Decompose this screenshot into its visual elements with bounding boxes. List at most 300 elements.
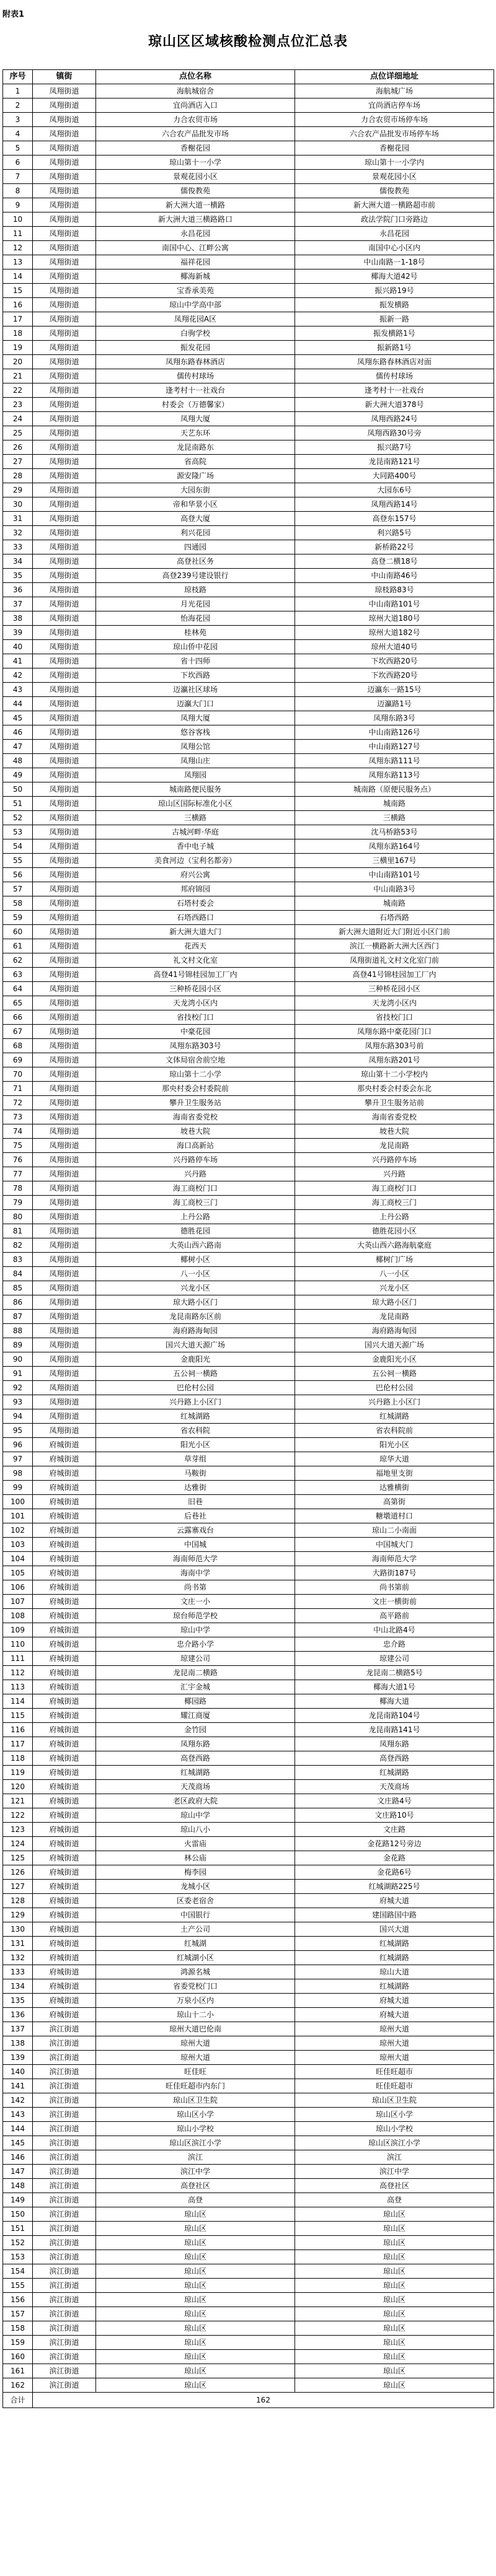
row-street: 府城街道 <box>33 1481 96 1495</box>
row-street: 凤翔街道 <box>33 1181 96 1196</box>
row-index: 130 <box>3 1922 33 1937</box>
row-site-address: 中山北路4号 <box>295 1623 494 1637</box>
row-index: 144 <box>3 2122 33 2136</box>
row-street: 滨江街道 <box>33 2036 96 2051</box>
row-index: 158 <box>3 2321 33 2336</box>
table-row <box>3 483 494 497</box>
table-row <box>3 654 494 668</box>
row-index: 76 <box>3 1153 33 1167</box>
table-row <box>3 298 494 312</box>
row-site-address: 永昌花园 <box>295 227 494 241</box>
table-row <box>3 440 494 455</box>
row-site-address: 省农科院前 <box>295 1424 494 1438</box>
row-index: 31 <box>3 512 33 526</box>
row-street: 凤翔街道 <box>33 1067 96 1082</box>
row-site-address: 振兴路7号 <box>295 440 494 455</box>
row-index: 74 <box>3 1124 33 1139</box>
row-site-address: 琼山区 <box>295 2236 494 2250</box>
row-site-name: 省委党校门口 <box>96 1979 295 1994</box>
row-index: 121 <box>3 1794 33 1808</box>
row-site-name: 旧巷 <box>96 1495 295 1509</box>
row-site-name: 中国城 <box>96 1538 295 1552</box>
row-index: 42 <box>3 668 33 683</box>
row-street: 凤翔街道 <box>33 1139 96 1153</box>
row-site-name: 琼大路小区门 <box>96 1295 295 1310</box>
row-site-name: 忠介路小学 <box>96 1637 295 1652</box>
row-site-name: 天茂商场 <box>96 1780 295 1794</box>
row-site-address: 振兴路19号 <box>295 284 494 298</box>
row-index: 56 <box>3 868 33 882</box>
row-index: 26 <box>3 440 33 455</box>
row-site-address: 府城大道 <box>295 1894 494 1908</box>
row-index: 102 <box>3 1523 33 1538</box>
row-index: 69 <box>3 1053 33 1067</box>
row-site-name: 攀升卫生服务站 <box>96 1096 295 1110</box>
row-site-name: 天龙湾小区内 <box>96 996 295 1010</box>
row-index: 145 <box>3 2136 33 2150</box>
table-row <box>3 768 494 782</box>
row-street: 凤翔街道 <box>33 1267 96 1281</box>
row-street: 凤翔街道 <box>33 526 96 540</box>
row-site-address: 凤翔西路14号 <box>295 497 494 512</box>
table-header-row <box>3 70 494 84</box>
row-site-name: 五公祠一横路 <box>96 1367 295 1381</box>
row-index: 25 <box>3 426 33 440</box>
row-street: 凤翔街道 <box>33 996 96 1010</box>
row-index: 67 <box>3 1025 33 1039</box>
row-index: 12 <box>3 241 33 255</box>
row-index: 91 <box>3 1367 33 1381</box>
row-site-name: 海南师范大学 <box>96 1552 295 1566</box>
row-site-name: 达雅街 <box>96 1481 295 1495</box>
row-site-address: 龙昆南路 <box>295 1139 494 1153</box>
row-site-name: 怡海花园 <box>96 611 295 626</box>
table-row <box>3 925 494 939</box>
row-site-name: 凤翔山庄 <box>96 754 295 768</box>
table-row <box>3 683 494 697</box>
row-site-name: 琼山中学高中部 <box>96 298 295 312</box>
table-row <box>3 1823 494 1837</box>
row-street: 凤翔街道 <box>33 968 96 982</box>
row-index: 153 <box>3 2250 33 2264</box>
row-street: 凤翔街道 <box>33 1167 96 1181</box>
table-row <box>3 2307 494 2321</box>
row-site-address: 迈瀛路1号 <box>295 697 494 711</box>
row-index: 82 <box>3 1238 33 1253</box>
row-site-address: 文庄路 <box>295 1823 494 1837</box>
row-index: 119 <box>3 1766 33 1780</box>
row-index: 35 <box>3 569 33 583</box>
row-index: 147 <box>3 2165 33 2179</box>
row-site-name: 大英山西六路南 <box>96 1238 295 1253</box>
row-site-name: 中豪花园 <box>96 1025 295 1039</box>
row-site-name: 海口高新站 <box>96 1139 295 1153</box>
row-street: 凤翔街道 <box>33 1409 96 1424</box>
row-index: 72 <box>3 1096 33 1110</box>
row-street: 凤翔街道 <box>33 1395 96 1409</box>
table-row <box>3 825 494 839</box>
row-site-address: 香榭花园 <box>295 141 494 156</box>
table-row <box>3 2350 494 2364</box>
row-index: 114 <box>3 1694 33 1709</box>
header-site-address: 点位详细地址 <box>295 70 494 84</box>
row-site-address: 红城湖路 <box>295 1409 494 1424</box>
row-street: 凤翔街道 <box>33 1324 96 1338</box>
row-site-name: 琼山区 <box>96 2321 295 2336</box>
row-site-name: 八一小区 <box>96 1267 295 1281</box>
row-site-name: 椰海新城 <box>96 269 295 284</box>
table-row <box>3 1794 494 1808</box>
row-site-name: 南国中心、江畔公寓 <box>96 241 295 255</box>
row-site-name: 凤翔东路303号 <box>96 1039 295 1053</box>
table-row <box>3 1295 494 1310</box>
row-street: 凤翔街道 <box>33 554 96 569</box>
table-row <box>3 2236 494 2250</box>
table-row <box>3 2250 494 2264</box>
row-index: 103 <box>3 1538 33 1552</box>
row-site-address: 龙昆南二横路5号 <box>295 1666 494 1680</box>
row-street: 凤翔街道 <box>33 711 96 725</box>
row-site-address: 文庄一横街前 <box>295 1595 494 1609</box>
row-site-address: 大英山西六路海航豪庭 <box>295 1238 494 1253</box>
table-row <box>3 1723 494 1737</box>
row-site-address: 三种桥花园小区 <box>295 982 494 996</box>
row-index: 51 <box>3 797 33 811</box>
header-index: 序号 <box>3 70 33 84</box>
row-street: 凤翔街道 <box>33 312 96 326</box>
row-street: 府城街道 <box>33 1994 96 2008</box>
row-street: 府城街道 <box>33 1538 96 1552</box>
row-site-address: 琼山区小学 <box>295 2108 494 2122</box>
row-index: 139 <box>3 2051 33 2065</box>
row-site-address: 琼大路小区门 <box>295 1295 494 1310</box>
row-index: 89 <box>3 1338 33 1352</box>
row-site-name: 邦府锦园 <box>96 882 295 896</box>
row-index: 136 <box>3 2008 33 2022</box>
row-street: 凤翔街道 <box>33 797 96 811</box>
row-index: 131 <box>3 1937 33 1951</box>
row-street: 府城街道 <box>33 1452 96 1466</box>
row-site-address: 新桥路22号 <box>295 540 494 554</box>
row-site-address: 国兴大道 <box>295 1922 494 1937</box>
row-index: 11 <box>3 227 33 241</box>
row-site-name: 上丹公路 <box>96 1210 295 1224</box>
row-index: 43 <box>3 683 33 697</box>
row-site-name: 天艺东环 <box>96 426 295 440</box>
row-site-address: 大同路400号 <box>295 469 494 483</box>
row-index: 29 <box>3 483 33 497</box>
table-row <box>3 2364 494 2378</box>
table-row <box>3 2279 494 2293</box>
row-index: 30 <box>3 497 33 512</box>
row-site-address: 国兴大道天源广场 <box>295 1338 494 1352</box>
row-site-name: 海工商校门口 <box>96 1181 295 1196</box>
row-street: 滨江街道 <box>33 2236 96 2250</box>
table-row <box>3 255 494 269</box>
row-site-address: 新大洲大道附近大门附近小区门前 <box>295 925 494 939</box>
row-site-address: 椰海大道 <box>295 1694 494 1709</box>
table-row <box>3 2165 494 2179</box>
row-site-address: 琼山区 <box>295 2207 494 2222</box>
row-street: 凤翔街道 <box>33 1381 96 1395</box>
table-row <box>3 2321 494 2336</box>
row-index: 5 <box>3 141 33 156</box>
row-index: 126 <box>3 1865 33 1880</box>
row-site-name: 三横路 <box>96 811 295 825</box>
row-index: 154 <box>3 2264 33 2279</box>
row-site-name: 坡巷大院 <box>96 1124 295 1139</box>
table-row <box>3 2150 494 2165</box>
row-street: 府城街道 <box>33 1837 96 1851</box>
table-row <box>3 469 494 483</box>
row-index: 88 <box>3 1324 33 1338</box>
row-street: 凤翔街道 <box>33 1210 96 1224</box>
total-row <box>3 2393 494 2408</box>
row-site-address: 凤翔东路春林酒店对面 <box>295 355 494 369</box>
row-site-address: 南国中心小区内 <box>295 241 494 255</box>
row-index: 100 <box>3 1495 33 1509</box>
row-index: 160 <box>3 2350 33 2364</box>
row-site-name: 高登社区务 <box>96 554 295 569</box>
row-site-name: 琼山区国际标准化小区 <box>96 797 295 811</box>
row-site-name: 琼山十二小 <box>96 2008 295 2022</box>
row-street: 府城街道 <box>33 2008 96 2022</box>
row-street: 凤翔街道 <box>33 141 96 156</box>
row-site-address: 攀升卫生服务站前 <box>295 1096 494 1110</box>
row-index: 53 <box>3 825 33 839</box>
row-site-name: 滨江中学 <box>96 2165 295 2179</box>
row-site-name: 宜尚酒店入口 <box>96 99 295 113</box>
row-site-name: 区委老宿舍 <box>96 1894 295 1908</box>
row-site-name: 旺佳旺超市内东门 <box>96 2079 295 2093</box>
row-site-name: 琼山区 <box>96 2293 295 2307</box>
row-site-address: 三横里167号 <box>295 854 494 868</box>
row-site-name: 宝香承美苑 <box>96 284 295 298</box>
row-site-address: 高登41号锦桂园加工厂内 <box>295 968 494 982</box>
table-row <box>3 99 494 113</box>
table-row <box>3 725 494 740</box>
row-street: 凤翔街道 <box>33 1110 96 1124</box>
row-site-address: 下坎西路20号 <box>295 654 494 668</box>
row-site-name: 琼台师范学校 <box>96 1609 295 1623</box>
row-index: 49 <box>3 768 33 782</box>
row-street: 凤翔街道 <box>33 170 96 184</box>
total-value: 162 <box>33 2393 494 2408</box>
row-street: 府城街道 <box>33 1851 96 1865</box>
row-site-address: 高登社区 <box>295 2179 494 2193</box>
row-street: 凤翔街道 <box>33 1424 96 1438</box>
row-street: 府城街道 <box>33 1580 96 1595</box>
row-index: 155 <box>3 2279 33 2293</box>
row-index: 47 <box>3 740 33 754</box>
table-row <box>3 1951 494 1965</box>
table-row <box>3 1880 494 1894</box>
row-index: 55 <box>3 854 33 868</box>
row-index: 10 <box>3 212 33 227</box>
row-street: 凤翔街道 <box>33 583 96 597</box>
row-street: 凤翔街道 <box>33 768 96 782</box>
row-site-address: 阳光小区 <box>295 1438 494 1452</box>
row-site-name: 那央村委会村委院前 <box>96 1082 295 1096</box>
testing-sites-table <box>2 69 494 2408</box>
row-site-address: 金花路6号 <box>295 1865 494 1880</box>
row-site-name: 琼山第十一小学 <box>96 156 295 170</box>
table-row <box>3 1894 494 1908</box>
row-site-name: 琼山区 <box>96 2307 295 2321</box>
row-site-name: 中国银行 <box>96 1908 295 1922</box>
row-index: 134 <box>3 1979 33 1994</box>
row-site-name: 凤翔花园A区 <box>96 312 295 326</box>
row-street: 凤翔街道 <box>33 127 96 141</box>
row-site-address: 椰海大道42号 <box>295 269 494 284</box>
row-index: 135 <box>3 1994 33 2008</box>
row-site-address: 中国城大门 <box>295 1538 494 1552</box>
row-site-name: 琼山区 <box>96 2378 295 2393</box>
row-street: 府城街道 <box>33 1680 96 1694</box>
row-site-name: 琼山区 <box>96 2336 295 2350</box>
row-site-name: 省十四师 <box>96 654 295 668</box>
row-site-address: 巴伦村公园 <box>295 1381 494 1395</box>
table-row <box>3 1481 494 1495</box>
row-site-address: 琼山区 <box>295 2222 494 2236</box>
row-index: 113 <box>3 1680 33 1694</box>
row-site-address: 天茂商场 <box>295 1780 494 1794</box>
row-street: 滨江街道 <box>33 2051 96 2065</box>
row-site-address: 旺佳旺超市 <box>295 2065 494 2079</box>
row-index: 97 <box>3 1452 33 1466</box>
row-index: 48 <box>3 754 33 768</box>
row-index: 80 <box>3 1210 33 1224</box>
row-site-name: 琼山区 <box>96 2207 295 2222</box>
row-site-name: 龙昆南路东区前 <box>96 1310 295 1324</box>
row-site-name: 省农科院 <box>96 1424 295 1438</box>
table-row <box>3 1523 494 1538</box>
table-row <box>3 782 494 797</box>
row-site-name: 椰树小区 <box>96 1253 295 1267</box>
row-site-address: 红城湖路 <box>295 1937 494 1951</box>
table-row <box>3 640 494 654</box>
row-site-address: 琼州大道 <box>295 2036 494 2051</box>
row-index: 143 <box>3 2108 33 2122</box>
row-site-address: 中山南路101号 <box>295 868 494 882</box>
row-street: 凤翔街道 <box>33 626 96 640</box>
row-index: 39 <box>3 626 33 640</box>
row-site-address: 红城湖路 <box>295 1766 494 1780</box>
row-site-address: 兴丹路 <box>295 1167 494 1181</box>
row-street: 府城街道 <box>33 1951 96 1965</box>
row-street: 府城街道 <box>33 1466 96 1481</box>
row-street: 凤翔街道 <box>33 925 96 939</box>
row-site-name: 万泉小区内 <box>96 1994 295 2008</box>
row-site-name: 振发花园 <box>96 341 295 355</box>
row-index: 146 <box>3 2150 33 2165</box>
row-site-address: 城南路（原便民服务点） <box>295 782 494 797</box>
table-row <box>3 2264 494 2279</box>
row-site-name: 凤翔园 <box>96 768 295 782</box>
row-site-address: 儒俊教苑 <box>295 184 494 198</box>
row-site-address: 文庄路10号 <box>295 1808 494 1823</box>
row-street: 凤翔街道 <box>33 497 96 512</box>
row-street: 府城街道 <box>33 1595 96 1609</box>
row-site-address: 文庄路4号 <box>295 1794 494 1808</box>
table-row <box>3 569 494 583</box>
row-street: 府城街道 <box>33 1552 96 1566</box>
row-site-name: 德胜花园 <box>96 1224 295 1238</box>
table-row <box>3 554 494 569</box>
row-street: 凤翔街道 <box>33 184 96 198</box>
table-row <box>3 1395 494 1409</box>
row-street: 滨江街道 <box>33 2321 96 2336</box>
row-site-address: 琼山区 <box>295 2350 494 2364</box>
row-index: 16 <box>3 298 33 312</box>
row-street: 凤翔街道 <box>33 341 96 355</box>
row-street: 滨江街道 <box>33 2222 96 2236</box>
row-street: 府城街道 <box>33 1694 96 1709</box>
row-site-name: 花西天 <box>96 939 295 953</box>
row-site-address: 兴丹路上小区门 <box>295 1395 494 1409</box>
row-site-name: 旺佳旺 <box>96 2065 295 2079</box>
row-site-name: 迈瀛大门口 <box>96 697 295 711</box>
table-row <box>3 1110 494 1124</box>
row-site-name: 月光花园 <box>96 597 295 611</box>
row-street: 凤翔街道 <box>33 1281 96 1295</box>
row-site-address: 六合农产品批发市场停车场 <box>295 127 494 141</box>
table-row <box>3 1979 494 1994</box>
row-street: 滨江街道 <box>33 2350 96 2364</box>
row-street: 凤翔街道 <box>33 982 96 996</box>
row-street: 凤翔街道 <box>33 740 96 754</box>
row-site-address: 高登 <box>295 2193 494 2207</box>
row-index: 4 <box>3 127 33 141</box>
row-site-name: 国兴大道天源广场 <box>96 1338 295 1352</box>
row-site-address: 琼州大道180号 <box>295 611 494 626</box>
row-site-address: 琼州大道 <box>295 2051 494 2065</box>
row-street: 凤翔街道 <box>33 241 96 255</box>
row-site-name: 琼州大道 <box>96 2051 295 2065</box>
row-site-name: 兴丹路 <box>96 1167 295 1181</box>
row-site-name: 琼山区 <box>96 2264 295 2279</box>
row-site-address: 凤翔东路3号 <box>295 711 494 725</box>
row-index: 133 <box>3 1965 33 1979</box>
row-index: 87 <box>3 1310 33 1324</box>
row-site-address: 大路街187号 <box>295 1566 494 1580</box>
row-index: 94 <box>3 1409 33 1424</box>
row-street: 府城街道 <box>33 1894 96 1908</box>
row-site-address: 振发横路 <box>295 298 494 312</box>
row-site-address: 那央村委会村委会东北 <box>295 1082 494 1096</box>
row-site-name: 林公庙 <box>96 1851 295 1865</box>
row-site-address: 琼山区 <box>295 2321 494 2336</box>
table-row <box>3 583 494 597</box>
row-street: 府城街道 <box>33 1865 96 1880</box>
table-row <box>3 2008 494 2022</box>
row-site-name: 金鹿阳光 <box>96 1352 295 1367</box>
row-site-address: 海工商校门口 <box>295 1181 494 1196</box>
table-body <box>3 84 494 2393</box>
table-row <box>3 526 494 540</box>
row-site-name: 源安隆广场 <box>96 469 295 483</box>
row-site-address: 兴丹路停车场 <box>295 1153 494 1167</box>
row-site-address: 儒传村球场 <box>295 369 494 383</box>
row-street: 府城街道 <box>33 1438 96 1452</box>
row-site-address: 琼山区 <box>295 2279 494 2293</box>
row-street: 凤翔街道 <box>33 811 96 825</box>
total-label: 合计 <box>3 2393 33 2408</box>
row-site-address: 琼山区 <box>295 2336 494 2350</box>
row-site-address: 石塔西路 <box>295 911 494 925</box>
row-site-address: 琼州大道40号 <box>295 640 494 654</box>
row-index: 118 <box>3 1751 33 1766</box>
